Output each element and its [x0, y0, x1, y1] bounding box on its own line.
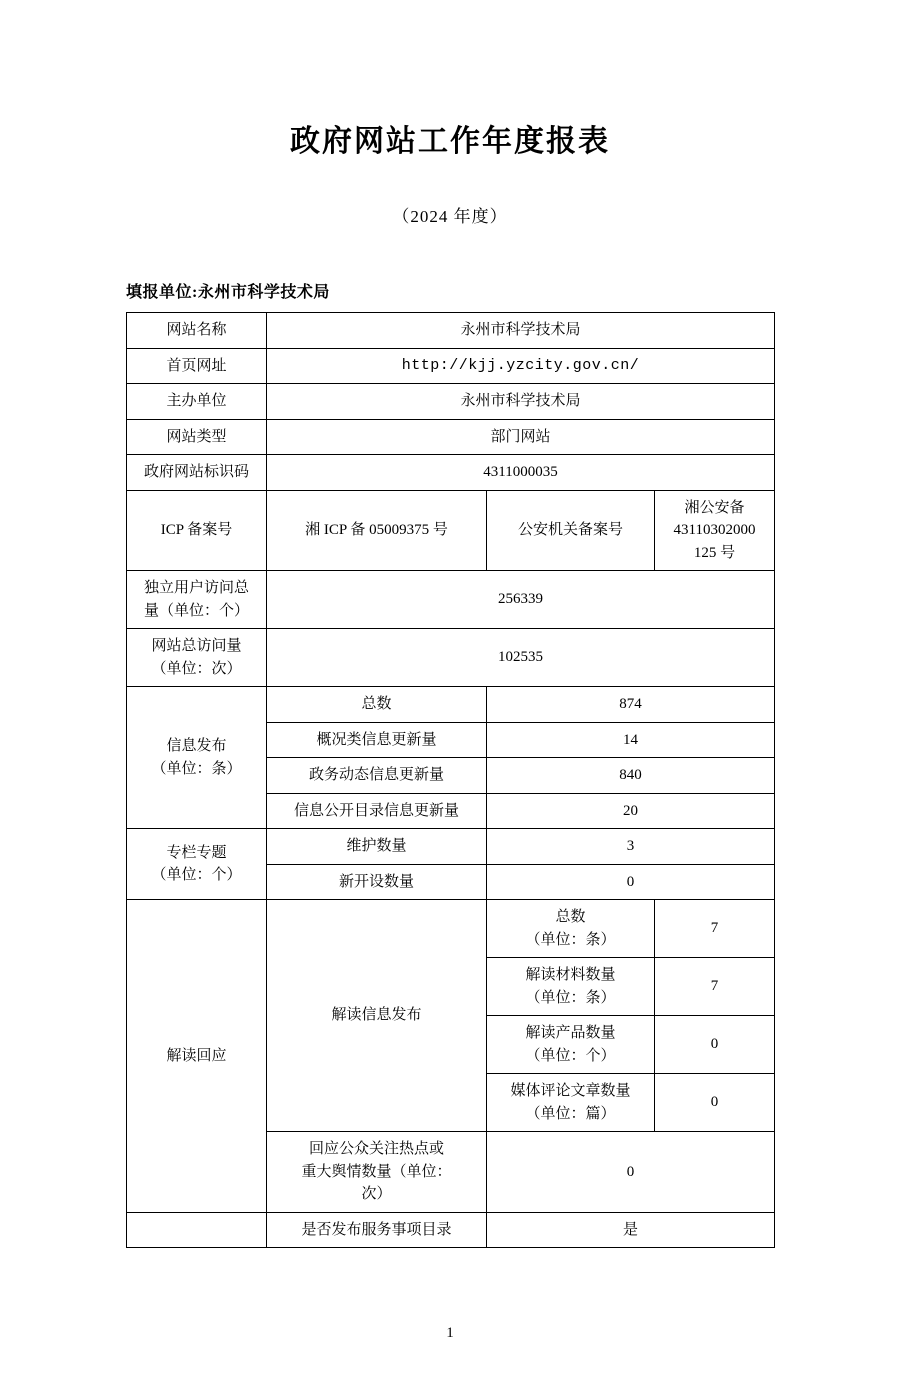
info-publish-row-value: 874 [487, 687, 775, 723]
table-row [127, 900, 775, 958]
interpretation-row-value: 7 [655, 958, 775, 1016]
interpretation-publish-label: 解读信息发布 [267, 900, 487, 1132]
document-page [0, 116, 900, 1388]
site-name-value: 永州市科学技术局 [267, 313, 775, 349]
icp-label: ICP 备案号 [127, 490, 267, 571]
total-visits-label-line1: 网站总访问量 [151, 638, 242, 654]
interpretation-row-value: 0 [655, 1016, 775, 1074]
interpretation-row-name-line2: （单位：条） [525, 931, 616, 948]
table-row [127, 490, 775, 571]
service-catalog-label: 是否发布服务事项目录 [267, 1212, 487, 1248]
public-response-label-line3: 次） [361, 1186, 392, 1202]
unique-visitors-label-line2: 量（单位：个） [143, 602, 249, 619]
info-publish-label-line2: （单位：条） [151, 760, 242, 777]
table-row [127, 313, 775, 349]
table-row [127, 829, 775, 865]
site-name-label: 网站名称 [127, 313, 267, 349]
police-record-value [655, 490, 775, 571]
total-visits-label-line2: （单位：次） [151, 660, 242, 677]
public-response-label [267, 1132, 487, 1213]
unique-visitors-label-line1: 独立用户访问总 [143, 580, 249, 596]
column-topic-row-value: 3 [487, 829, 775, 865]
sponsor-value: 永州市科学技术局 [267, 384, 775, 420]
info-publish-row-value: 20 [487, 793, 775, 829]
public-response-label-line1: 回应公众关注热点或 [308, 1141, 444, 1157]
interpretation-row-name-line2: （单位：篇） [525, 1105, 616, 1122]
interpretation-row-name [487, 1016, 655, 1074]
table-row [127, 571, 775, 629]
sponsor-label: 主办单位 [127, 384, 267, 420]
info-publish-row-value: 14 [487, 722, 775, 758]
column-topic-row-name: 新开设数量 [267, 864, 487, 900]
empty-cell [127, 1212, 267, 1248]
info-publish-label-line1: 信息发布 [166, 738, 227, 754]
page-number: 1 [446, 1325, 454, 1341]
police-record-line2: 43110302000 [673, 522, 756, 538]
interpretation-row-value: 0 [655, 1074, 775, 1132]
interpretation-row-name [487, 958, 655, 1016]
police-record-line1: 湘公安备 [684, 499, 745, 516]
table-row [127, 687, 775, 723]
info-publish-row-name: 概况类信息更新量 [267, 722, 487, 758]
public-response-label-line2: 重大舆情数量（单位： [301, 1163, 452, 1180]
table-row [127, 1212, 775, 1248]
info-publish-row-name: 信息公开目录信息更新量 [267, 793, 487, 829]
homepage-value: http://kjj.yzcity.gov.cn/ [267, 348, 775, 384]
service-catalog-value: 是 [487, 1212, 775, 1248]
police-record-label: 公安机关备案号 [487, 490, 655, 571]
annual-report-table [126, 312, 775, 1248]
reporting-unit-line: 填报单位:永州市科学技术局 [126, 284, 330, 301]
info-publish-row-name: 总数 [267, 687, 487, 723]
interpretation-row-name [487, 1074, 655, 1132]
total-visits-label [127, 629, 267, 687]
interpretation-row-name-line1: 解读产品数量 [525, 1025, 616, 1041]
police-record-line3: 125 号 [693, 544, 736, 561]
table-row [127, 348, 775, 384]
page-title: 政府网站工作年度报表 [290, 124, 610, 159]
unique-visitors-label [127, 571, 267, 629]
public-response-value: 0 [487, 1132, 775, 1213]
page-subtitle: （2024 年度） [392, 207, 508, 226]
column-topic-label [127, 829, 267, 900]
column-topic-label-line1: 专栏专题 [166, 844, 227, 861]
info-publish-row-name: 政务动态信息更新量 [267, 758, 487, 794]
total-visits-value: 102535 [267, 629, 775, 687]
interpretation-row-name-line1: 解读材料数量 [525, 967, 616, 983]
interpretation-row-name-line1: 总数 [555, 909, 586, 925]
info-publish-label [127, 687, 267, 829]
site-code-value: 4311000035 [267, 455, 775, 491]
table-row [127, 419, 775, 455]
interpretation-row-name-line2: （单位：个） [525, 1047, 616, 1064]
homepage-label: 首页网址 [127, 348, 267, 384]
site-type-value: 部门网站 [267, 419, 775, 455]
table-row [127, 384, 775, 420]
icp-value: 湘 ICP 备 05009375 号 [267, 490, 487, 571]
info-publish-row-value: 840 [487, 758, 775, 794]
unique-visitors-value: 256339 [267, 571, 775, 629]
table-row [127, 455, 775, 491]
column-topic-label-line2: （单位：个） [151, 867, 242, 883]
column-topic-row-name: 维护数量 [267, 829, 487, 865]
interpretation-row-value: 7 [655, 900, 775, 958]
interpretation-row-name-line1: 媒体评论文章数量 [510, 1083, 631, 1099]
interpretation-response-label: 解读回应 [127, 900, 267, 1213]
interpretation-row-name-line2: （单位：条） [525, 989, 616, 1006]
table-row [127, 629, 775, 687]
site-type-label: 网站类型 [127, 419, 267, 455]
site-code-label: 政府网站标识码 [127, 455, 267, 491]
interpretation-row-name [487, 900, 655, 958]
column-topic-row-value: 0 [487, 864, 775, 900]
